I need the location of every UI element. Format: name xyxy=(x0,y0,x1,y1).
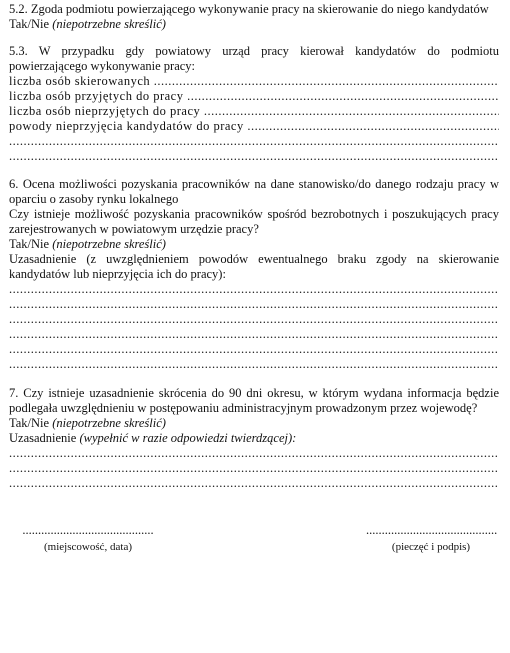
section-5-3-text-line2: powierzającego wykonywanie pracy: xyxy=(9,59,196,73)
section-6-text-line1: 6. Ocena możliwości pozyskania pracowników na dane stanowisko/do danego rodzaju pracy w xyxy=(9,177,499,191)
blank-line[interactable] xyxy=(9,149,499,164)
section-6-question-line1: Czy istnieje możliwość pozyskania pracowników spośród bezrobotnych i poszukujących pracy xyxy=(9,207,499,221)
section-7-answer[interactable] xyxy=(9,416,499,431)
strike-note: (niepotrzebne skreślić) xyxy=(52,416,166,430)
blank-line[interactable] xyxy=(9,282,499,297)
field-przyjetych[interactable] xyxy=(9,89,499,104)
strike-note: (niepotrzebne skreślić) xyxy=(52,237,166,251)
stamp-signature-field[interactable] xyxy=(366,523,496,555)
tak-nie-option: Tak/Nie xyxy=(9,237,50,251)
blank-line[interactable] xyxy=(9,446,499,461)
strike-note: (niepotrzebne skreślić) xyxy=(52,17,166,31)
stamp-signature-dots: .......................................... xyxy=(366,523,498,537)
section-5-3-text-line1: 5.3. W przypadku gdy powiatowy urząd pracy kierował kandydatów do podmiotu xyxy=(9,44,499,58)
justification-note: (wypełnić w razie odpowiedzi twierdzącej): xyxy=(79,431,297,445)
section-5-2 xyxy=(9,2,499,32)
section-6-justification-line1: Uzasadnienie (z uwzględnieniem powodów ewentualnego braku zgody na skierowanie xyxy=(9,252,499,266)
blank-line[interactable] xyxy=(9,357,499,372)
document-page xyxy=(9,2,499,491)
section-6-question-line2: zarejestrowanych w powiatowym urzędzie pracy? xyxy=(9,222,259,236)
section-5-3 xyxy=(9,44,499,164)
tak-nie-option: Tak/Nie xyxy=(9,17,50,31)
blank-line[interactable] xyxy=(9,134,499,149)
section-7 xyxy=(9,386,499,491)
justification-label: Uzasadnienie xyxy=(9,431,77,445)
place-date-caption: (miejscowość, data) xyxy=(44,541,132,553)
section-7-justification-label xyxy=(9,431,499,446)
blank-line[interactable] xyxy=(9,461,499,476)
tak-nie-option: Tak/Nie xyxy=(9,416,50,430)
section-6-answer[interactable] xyxy=(9,237,499,252)
blank-line[interactable] xyxy=(9,312,499,327)
section-7-text-line2: podlegała uwzględnieniu w postępowaniu administracyjnym prowadzonym przez wojewodę? xyxy=(9,401,478,415)
place-date-dots: .......................................... xyxy=(22,523,154,537)
place-date-field[interactable] xyxy=(18,523,158,555)
field-skierowanych-label: liczba osób skierowanych xyxy=(9,74,151,88)
blank-line[interactable] xyxy=(9,327,499,342)
section-5-2-answer[interactable] xyxy=(9,17,499,32)
section-6 xyxy=(9,177,499,372)
field-przyjetych-label: liczba osób przyjętych do pracy xyxy=(9,89,184,103)
field-powody[interactable] xyxy=(9,119,499,134)
blank-line[interactable] xyxy=(9,297,499,312)
blank-line[interactable] xyxy=(9,476,499,491)
section-6-text-line2: oparciu o zasoby rynku lokalnego xyxy=(9,192,179,206)
field-nieprzyjetych[interactable] xyxy=(9,104,499,119)
section-7-text-line1: 7. Czy istnieje uzasadnienie skrócenia do 90 dni okresu, w którym wydana informacja będzie xyxy=(9,386,499,400)
field-skierowanych[interactable] xyxy=(9,74,499,89)
stamp-signature-caption: (pieczęć i podpis) xyxy=(391,541,471,553)
blank-line[interactable] xyxy=(9,342,499,357)
section-5-2-text: 5.2. Zgoda podmiotu powierzającego wykonywanie pracy na skierowanie do niego kandydatów xyxy=(9,2,489,16)
field-powody-label: powody nieprzyjęcia kandydatów do pracy xyxy=(9,119,244,133)
field-nieprzyjetych-label: liczba osób nieprzyjętych do pracy xyxy=(9,104,201,118)
section-6-justification-line2: kandydatów lub nieprzyjęcia ich do pracy): xyxy=(9,267,226,281)
